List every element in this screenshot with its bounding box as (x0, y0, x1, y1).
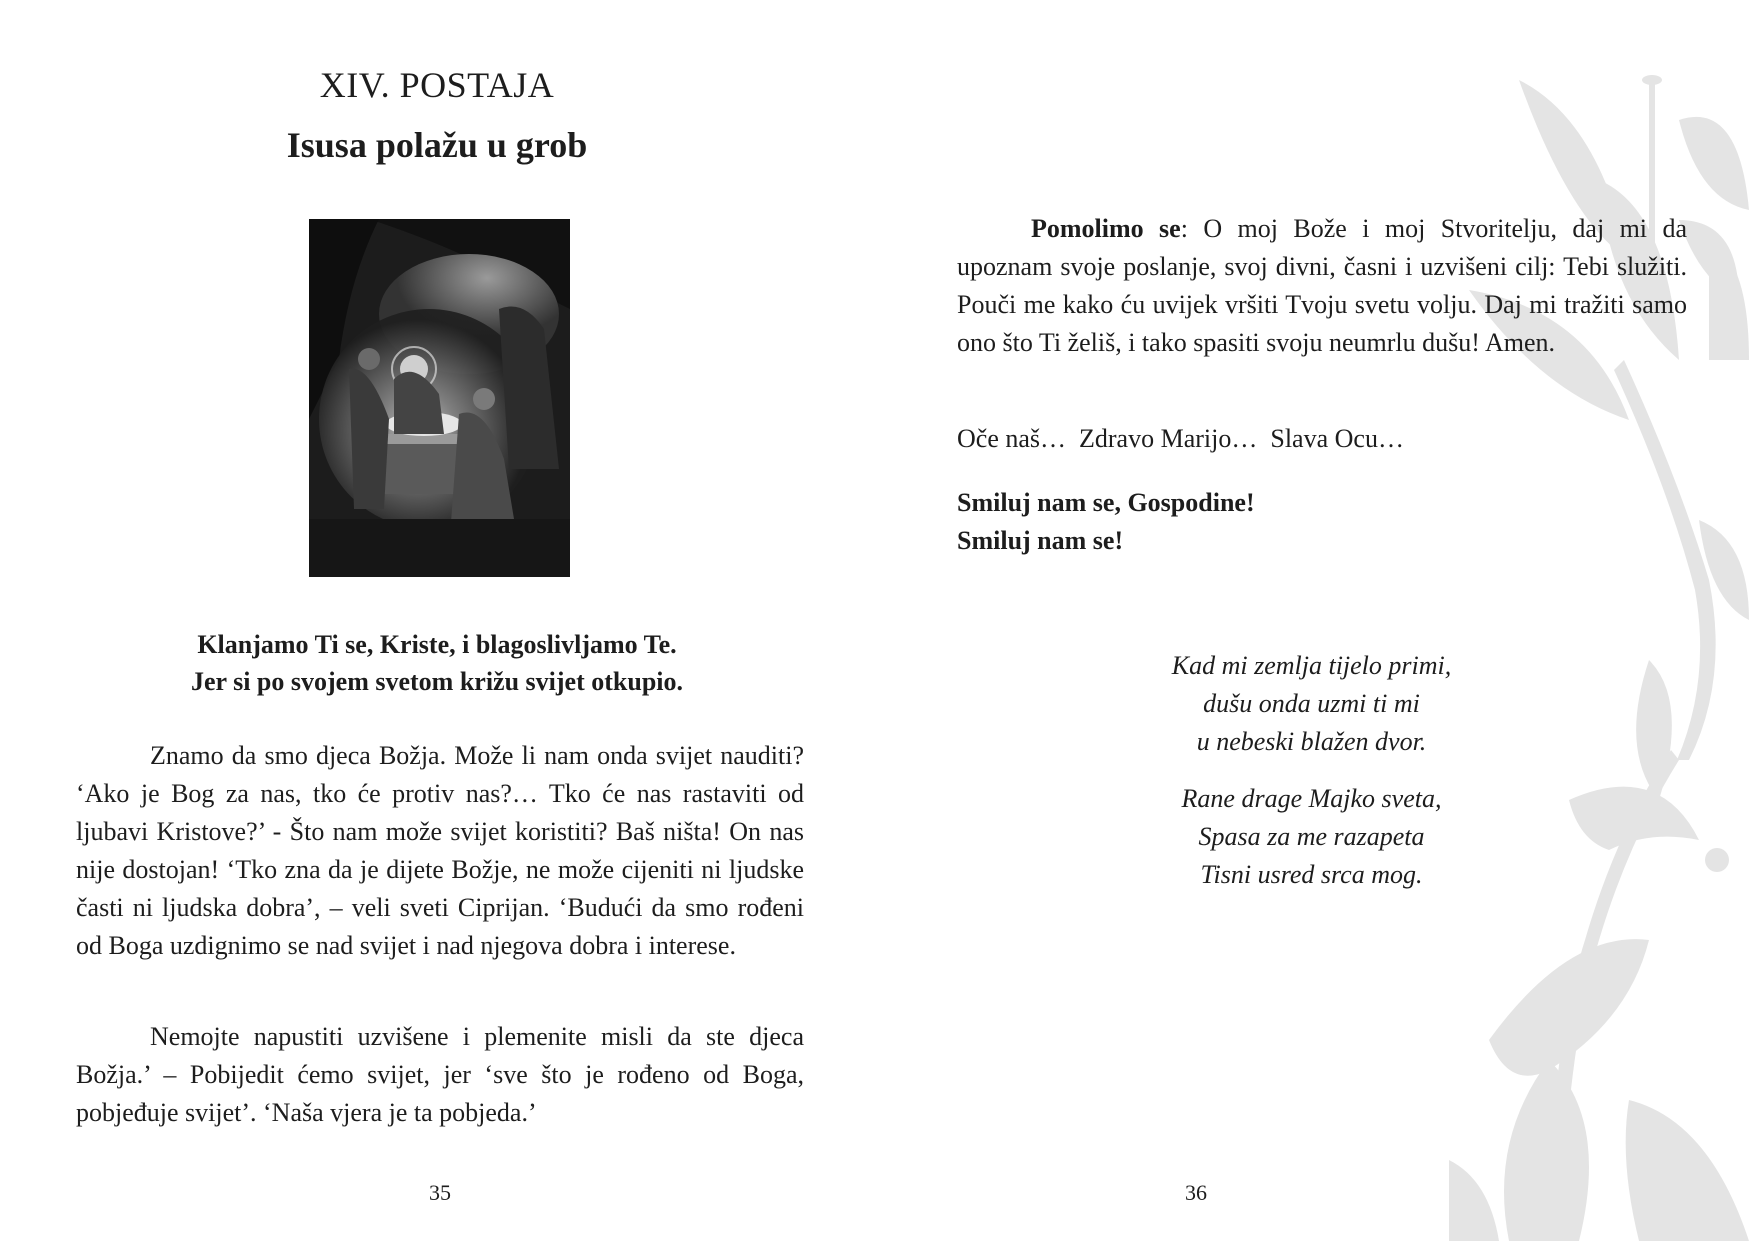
page-number-right: 36 (1185, 1180, 1207, 1205)
verse-2-line-3: Tisni usred srca mog. (1200, 860, 1423, 889)
verse-2-line-2: Spasa za me razapeta (1198, 822, 1425, 851)
prayer-label: Pomolimo se (1031, 214, 1181, 243)
verse-1-line-3: u nebeski blažen dvor. (1196, 727, 1427, 756)
left-page (0, 0, 874, 1241)
mercy-invocation (957, 484, 1687, 560)
verse-1-line-2: dušu onda uzmi ti mi (1203, 689, 1420, 718)
acclamation-line-2: Jer si po svojem svetom križu svijet otkupio. (190, 667, 684, 696)
verse-2-line-1: Rane drage Majko sveta, (1181, 784, 1442, 813)
right-page (874, 0, 1749, 1241)
meditation-paragraph-2: Nemojte napustiti uzvišene i plemenite misli da ste djeca Božja.’ – Pobijedit ćemo svijet, jer ‘sve što je rođeno od Boga, pobjeđuje svijet’. ‘Naša vjera je ta pobjeda.’ (76, 1022, 804, 1127)
entombment-illustration (309, 219, 570, 577)
verse-stanza-1 (874, 647, 1749, 761)
acclamation-line-1: Klanjamo Ti se, Kriste, i blagoslivljamo Te. (197, 630, 677, 659)
meditation-paragraph-1: Znamo da smo djeca Božja. Može li nam onda svijet nauditi? ‘Ako je Bog za nas, tko će protiv nas?… Tko će nas rastaviti od ljubavi Kristove?’ - Što nam može svijet koristiti? Baš ništa! On nas nije dostojan! ‘Tko zna da je dijete Božje, ne može cijeniti ni ljudske časti ni ljudska dobra’, – veli sveti Ciprijan. ‘Budući da smo rođeni od Boga uzdignimo se nad svijet i nad njegova dobra i interese. (76, 741, 804, 960)
verse-stanza-2 (874, 780, 1749, 894)
mercy-line-2: Smiluj nam se! (957, 526, 1124, 555)
closing-prayer (957, 210, 1687, 362)
station-number: XIV. POSTAJA (319, 65, 555, 105)
short-prayers: Oče naš… Zdravo Marijo… Slava Ocu… (957, 424, 1404, 453)
acclamation (70, 626, 804, 700)
mercy-line-1: Smiluj nam se, Gospodine! (957, 488, 1255, 517)
station-title: Isusa polažu u grob (286, 125, 588, 165)
verse-1-line-1: Kad mi zemlja tijelo primi, (1171, 651, 1452, 680)
page-number-left: 35 (429, 1180, 451, 1205)
prayer-text: : O moj Bože i moj Stvoritelju, daj mi da upoznam svoje poslanje, svoj divni, časni i uzvišeni cilj: Tebi služiti. Pouči me kako ću uvijek vršiti Tvoju svetu volju. Daj mi tražiti samo ono što Ti želiš, i tako spasiti svoju neumrlu dušu! Amen. (957, 214, 1687, 357)
